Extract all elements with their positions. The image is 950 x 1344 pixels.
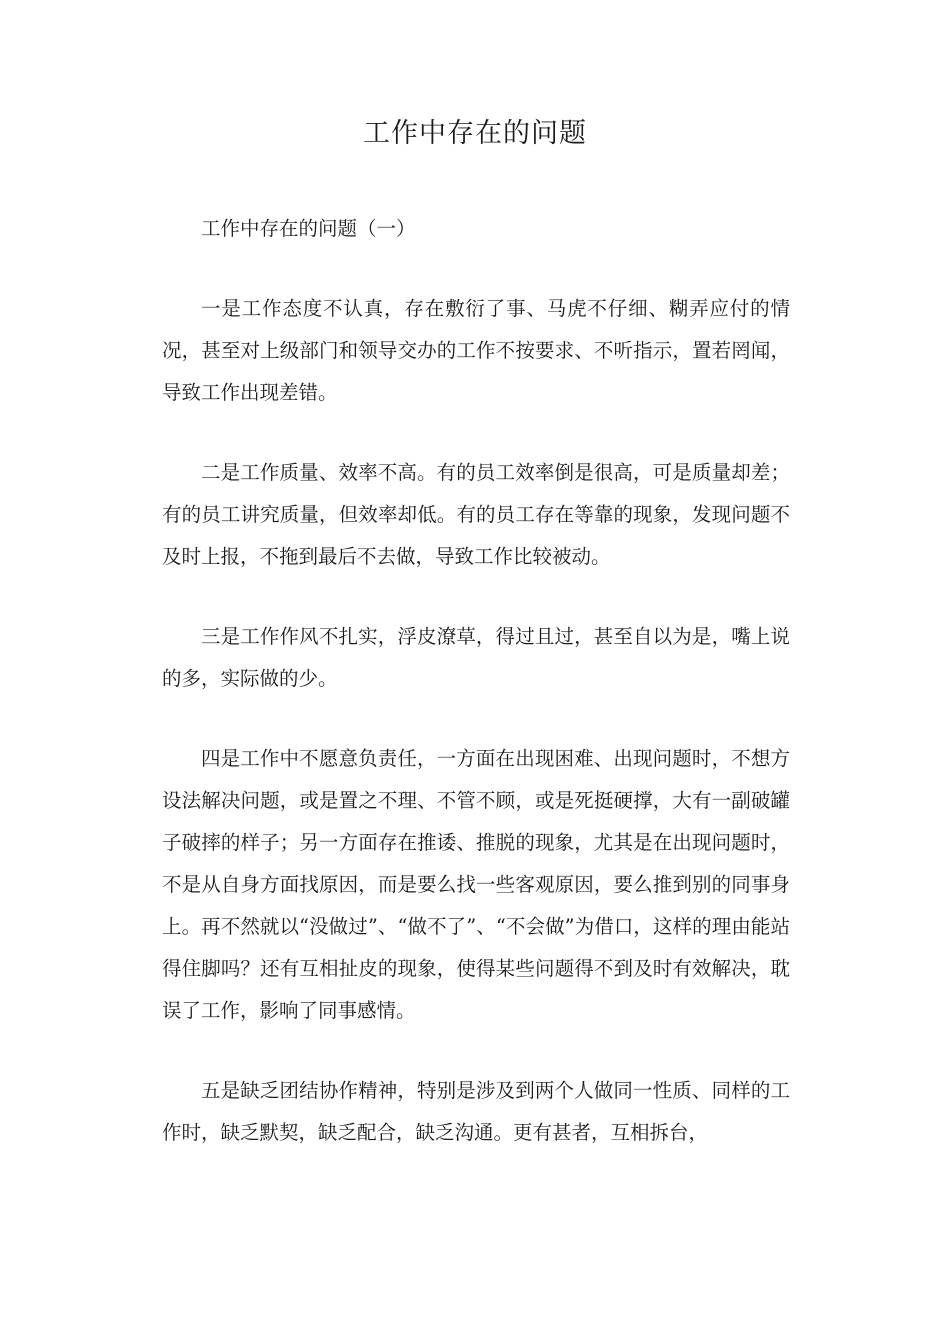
paragraph-5: 五是缺乏团结协作精神，特别是涉及到两个人做同一性质、同样的工作时，缺乏默契，缺乏配合，缺乏沟通。更有甚者，互相拆台， bbox=[162, 1079, 790, 1144]
paragraph-2: 二是工作质量、效率不高。有的员工效率倒是很高，可是质量却差；有的员工讲究质量，但效率却低。有的员工存在等靠的现象，发现问题不及时上报，不拖到最后不去做，导致工作比较被动。 bbox=[162, 461, 790, 568]
document-title: 工作中存在的问题 bbox=[363, 118, 587, 149]
document-body bbox=[162, 208, 790, 1192]
paragraph-1: 一是工作态度不认真，存在敷衍了事、马虎不仔细、糊弄应付的情况，甚至对上级部门和领导交办的工作不按要求、不听指示，置若罔闻，导致工作出现差错。 bbox=[162, 297, 790, 404]
section-heading: 工作中存在的问题（一） bbox=[201, 217, 416, 240]
paragraph-4: 四是工作中不愿意负责任，一方面在出现困难、出现问题时，不想方设法解决问题，或是置之不理、不管不顾，或是死挺硬撑，大有一副破罐子破摔的样子；另一方面存在推诿、推脱的现象，尤其是在出现问题时，不是从自身方面找原因，而是要么找一些客观原因，要么推到别的同事身上。再不然就以“没做过”、“做不了”、“不会做”为借口，这样的理由能站得住脚吗？还有互相扯皮的现象，使得某些问题得不到及时有效解决，耽误了工作，影响了同事感情。 bbox=[162, 747, 790, 1022]
paragraph-3: 三是工作作风不扎实，浮皮潦草，得过且过，甚至自以为是，嘴上说的多，实际做的少。 bbox=[162, 625, 790, 690]
